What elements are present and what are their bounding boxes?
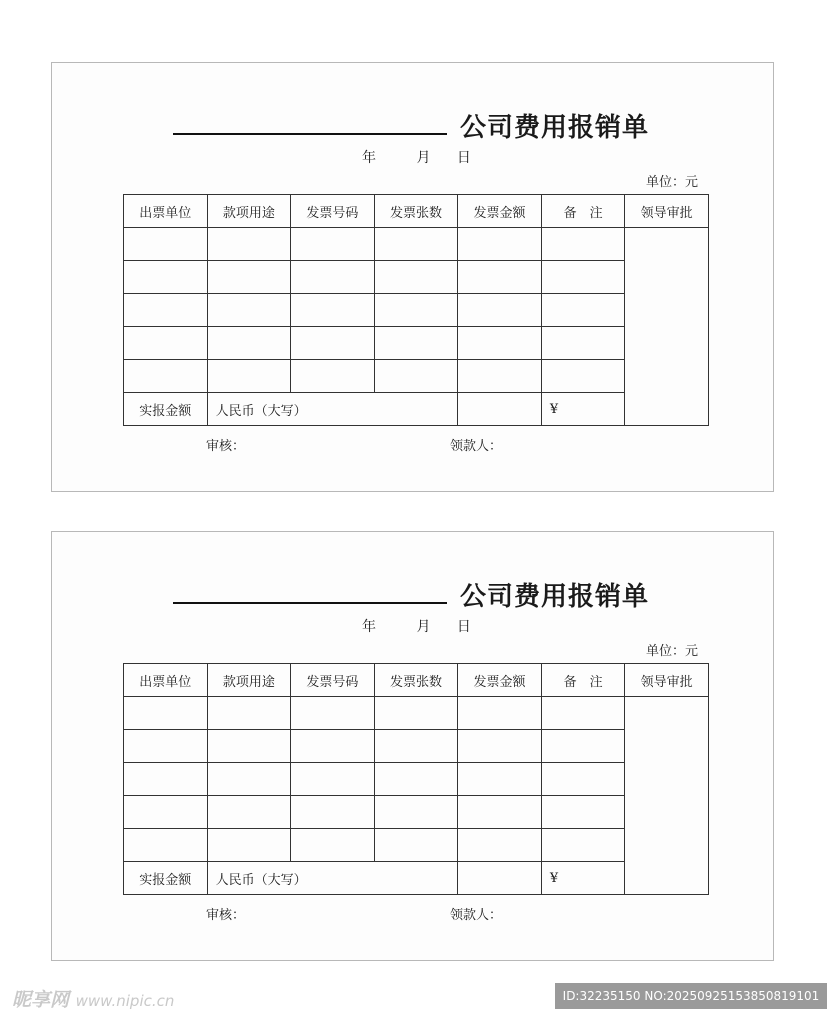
site-watermark [12, 985, 174, 1012]
table-cell[interactable] [458, 697, 542, 730]
table-row [124, 796, 709, 829]
table-cell[interactable] [291, 730, 375, 763]
expense-table [123, 194, 709, 426]
table-cell[interactable] [374, 261, 458, 294]
table-cell[interactable] [207, 294, 291, 327]
table-cell[interactable] [291, 228, 375, 261]
table-cell[interactable] [374, 763, 458, 796]
form-title: 公司费用报销单 [460, 582, 650, 612]
table-cell[interactable] [124, 697, 208, 730]
table-cell[interactable] [207, 360, 291, 393]
date-day-label: 日 [456, 619, 471, 635]
table-cell[interactable] [124, 730, 208, 763]
table-cell[interactable] [291, 829, 375, 862]
date-row [362, 147, 471, 167]
table-cell[interactable] [124, 327, 208, 360]
receiver-label: 领款人： [450, 908, 503, 923]
table-cell[interactable] [541, 327, 625, 360]
table-row [124, 228, 709, 261]
table-cell[interactable] [291, 697, 375, 730]
table-cell[interactable] [374, 730, 458, 763]
header-purpose: 款项用途 [207, 664, 291, 697]
table-row [124, 327, 709, 360]
header-purpose: 款项用途 [207, 195, 291, 228]
table-cell[interactable] [291, 360, 375, 393]
table-cell[interactable] [458, 327, 542, 360]
table-cell[interactable] [541, 730, 625, 763]
table-cell[interactable] [124, 228, 208, 261]
total-row [124, 862, 709, 895]
table-row [124, 763, 709, 796]
table-row [124, 730, 709, 763]
date-month-label: 月 [416, 619, 431, 635]
date-day-label: 日 [456, 150, 471, 166]
table-cell[interactable] [291, 294, 375, 327]
table-row [124, 697, 709, 730]
table-cell[interactable] [374, 327, 458, 360]
table-cell[interactable] [207, 228, 291, 261]
total-label: 实报金额 [124, 862, 208, 895]
header-invoice-count: 发票张数 [374, 195, 458, 228]
table-cell[interactable] [374, 697, 458, 730]
table-cell[interactable] [458, 829, 542, 862]
table-row [124, 829, 709, 862]
table-cell[interactable] [541, 697, 625, 730]
table-cell[interactable] [374, 294, 458, 327]
header-issuer: 出票单位 [124, 195, 208, 228]
company-name-line [173, 133, 447, 135]
table-row [124, 360, 709, 393]
table-cell[interactable] [374, 829, 458, 862]
table-header-row [124, 195, 709, 228]
rmb-uppercase-field[interactable]: 人民币（大写） [207, 393, 458, 426]
site-name: 昵享网 [12, 989, 70, 1011]
site-url: www.nipic.cn [75, 992, 175, 1010]
table-row [124, 294, 709, 327]
table-cell[interactable] [541, 763, 625, 796]
header-invoice-count: 发票张数 [374, 664, 458, 697]
table-header-row [124, 664, 709, 697]
header-approval: 领导审批 [625, 195, 709, 228]
table-cell[interactable] [291, 796, 375, 829]
table-cell[interactable] [207, 763, 291, 796]
image-id-badge: ID:32235150 NO:20250925153850819101 [555, 983, 827, 1009]
receiver-label: 领款人： [450, 439, 503, 454]
table-cell[interactable] [291, 327, 375, 360]
table-cell[interactable] [124, 261, 208, 294]
review-label: 审核： [206, 908, 246, 923]
header-invoice-number: 发票号码 [291, 664, 375, 697]
yen-amount-field[interactable]: ¥ [541, 862, 625, 895]
table-cell[interactable] [458, 796, 542, 829]
header-remarks: 备 注 [541, 664, 625, 697]
table-cell[interactable] [458, 228, 542, 261]
table-cell[interactable] [124, 360, 208, 393]
table-cell[interactable] [124, 763, 208, 796]
table-row [124, 261, 709, 294]
table-cell[interactable] [374, 228, 458, 261]
review-label: 审核： [206, 439, 246, 454]
expense-table [123, 663, 709, 895]
date-row [362, 616, 471, 636]
table-cell[interactable] [458, 763, 542, 796]
company-name-line [173, 602, 447, 604]
table-cell[interactable] [124, 294, 208, 327]
approval-cell[interactable] [625, 228, 709, 426]
table-cell[interactable] [291, 261, 375, 294]
header-invoice-number: 发票号码 [291, 195, 375, 228]
table-cell[interactable] [124, 796, 208, 829]
form-title: 公司费用报销单 [460, 113, 650, 143]
table-cell[interactable] [541, 796, 625, 829]
header-approval: 领导审批 [625, 664, 709, 697]
table-cell[interactable] [541, 294, 625, 327]
yen-amount-field[interactable]: ¥ [541, 393, 625, 426]
approval-cell[interactable] [625, 697, 709, 895]
header-invoice-amount: 发票金额 [458, 664, 542, 697]
table-cell[interactable] [291, 763, 375, 796]
table-cell[interactable] [458, 360, 542, 393]
total-amount-cell[interactable] [458, 393, 542, 426]
table-cell[interactable] [124, 829, 208, 862]
table-cell[interactable] [458, 730, 542, 763]
table-cell[interactable] [374, 796, 458, 829]
header-issuer: 出票单位 [124, 664, 208, 697]
date-month-label: 月 [416, 150, 431, 166]
date-year-label: 年 [362, 619, 376, 635]
expense-form-bottom [51, 531, 774, 961]
total-row [124, 393, 709, 426]
table-cell[interactable] [207, 829, 291, 862]
table-cell[interactable] [541, 261, 625, 294]
date-year-label: 年 [362, 150, 376, 166]
table-cell[interactable] [207, 730, 291, 763]
unit-label: 单位：元 [646, 644, 699, 659]
unit-label: 单位：元 [646, 175, 699, 190]
table-cell[interactable] [541, 228, 625, 261]
header-remarks: 备 注 [541, 195, 625, 228]
expense-form-top [51, 62, 774, 492]
total-label: 实报金额 [124, 393, 208, 426]
table-cell[interactable] [458, 294, 542, 327]
table-cell[interactable] [374, 360, 458, 393]
table-cell[interactable] [541, 360, 625, 393]
table-cell[interactable] [541, 829, 625, 862]
table-cell[interactable] [458, 261, 542, 294]
table-cell[interactable] [207, 327, 291, 360]
table-cell[interactable] [207, 796, 291, 829]
rmb-uppercase-field[interactable]: 人民币（大写） [207, 862, 458, 895]
total-amount-cell[interactable] [458, 862, 542, 895]
table-cell[interactable] [207, 261, 291, 294]
table-cell[interactable] [207, 697, 291, 730]
header-invoice-amount: 发票金额 [458, 195, 542, 228]
